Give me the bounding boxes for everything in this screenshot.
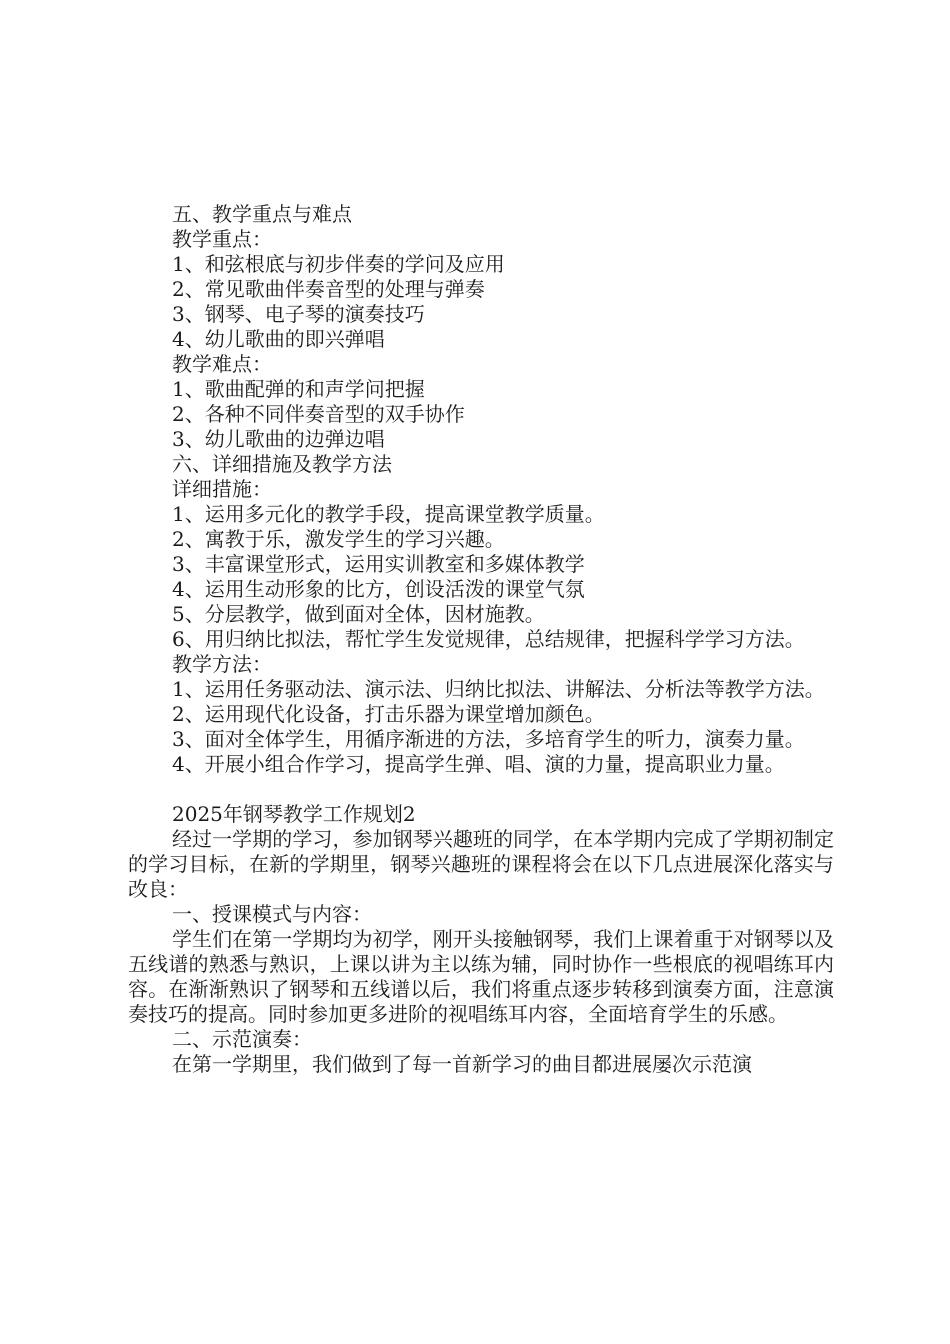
difficult-point-item: 3、幼儿歌曲的边弹边唱 [172, 427, 385, 451]
difficult-points-label: 教学难点： [172, 352, 272, 376]
measure-item: 1、运用多元化的教学手段，提高课堂教学质量。 [172, 502, 605, 526]
part2-text: 在第一学期里，我们做到了每一首新学习的曲目都进展屡次示范演 [172, 1052, 752, 1076]
difficult-point-item: 1、歌曲配弹的和声学问把握 [172, 377, 425, 401]
methods-label: 教学方法： [172, 652, 272, 676]
measures-label: 详细措施： [172, 477, 272, 501]
method-item: 4、开展小组合作学习，提高学生弹、唱、演的力量，提高职业力量。 [172, 752, 785, 776]
measure-item: 2、寓教于乐，激发学生的学习兴趣。 [172, 527, 505, 551]
section-heading-5: 五、教学重点与难点 [172, 202, 352, 226]
key-point-item: 2、常见歌曲伴奏音型的处理与弹奏 [172, 277, 485, 301]
document-body [128, 202, 834, 1077]
method-item: 2、运用现代化设备，打击乐器为课堂增加颜色。 [172, 702, 605, 726]
section-heading-6: 六、详细措施及教学方法 [172, 452, 392, 476]
plan-title: 2025年钢琴教学工作规划2 [172, 802, 416, 826]
spacer [128, 777, 834, 802]
part1-heading: 一、授课模式与内容： [172, 902, 372, 926]
method-item: 1、运用任务驱动法、演示法、归纳比拟法、讲解法、分析法等教学方法。 [172, 677, 825, 701]
plan-intro: 经过一学期的学习，参加钢琴兴趣班的同学，在本学期内完成了学期初制定的学习目标，在新的学期里，钢琴兴趣班的课程将会在以下几点进展深化落实与改良： [128, 827, 834, 901]
measure-item: 3、丰富课堂形式，运用实训教室和多媒体教学 [172, 552, 585, 576]
measure-item: 6、用归纳比拟法，帮忙学生发觉规律，总结规律，把握科学学习方法。 [172, 627, 805, 651]
measure-item: 5、分层教学，做到面对全体，因材施教。 [172, 602, 545, 626]
part2-heading: 二、示范演奏： [172, 1027, 312, 1051]
difficult-point-item: 2、各种不同伴奏音型的双手协作 [172, 402, 465, 426]
method-item: 3、面对全体学生，用循序渐进的方法，多培育学生的听力，演奏力量。 [172, 727, 805, 751]
key-points-label: 教学重点： [172, 227, 272, 251]
measure-item: 4、运用生动形象的比方，创设活泼的课堂气氛 [172, 577, 585, 601]
part1-text: 学生们在第一学期均为初学，刚开头接触钢琴，我们上课着重于对钢琴以及五线谱的熟悉与熟识，上课以讲为主以练为辅，同时协作一些根底的视唱练耳内容。在渐渐熟识了钢琴和五线谱以后，我们将重点逐步转移到演奏方面，注意演奏技巧的提高。同时参加更多进阶的视唱练耳内容，全面培育学生的乐感。 [128, 927, 834, 1026]
key-point-item: 3、钢琴、电子琴的演奏技巧 [172, 302, 425, 326]
key-point-item: 4、幼儿歌曲的即兴弹唱 [172, 327, 385, 351]
key-point-item: 1、和弦根底与初步伴奏的学问及应用 [172, 252, 505, 276]
